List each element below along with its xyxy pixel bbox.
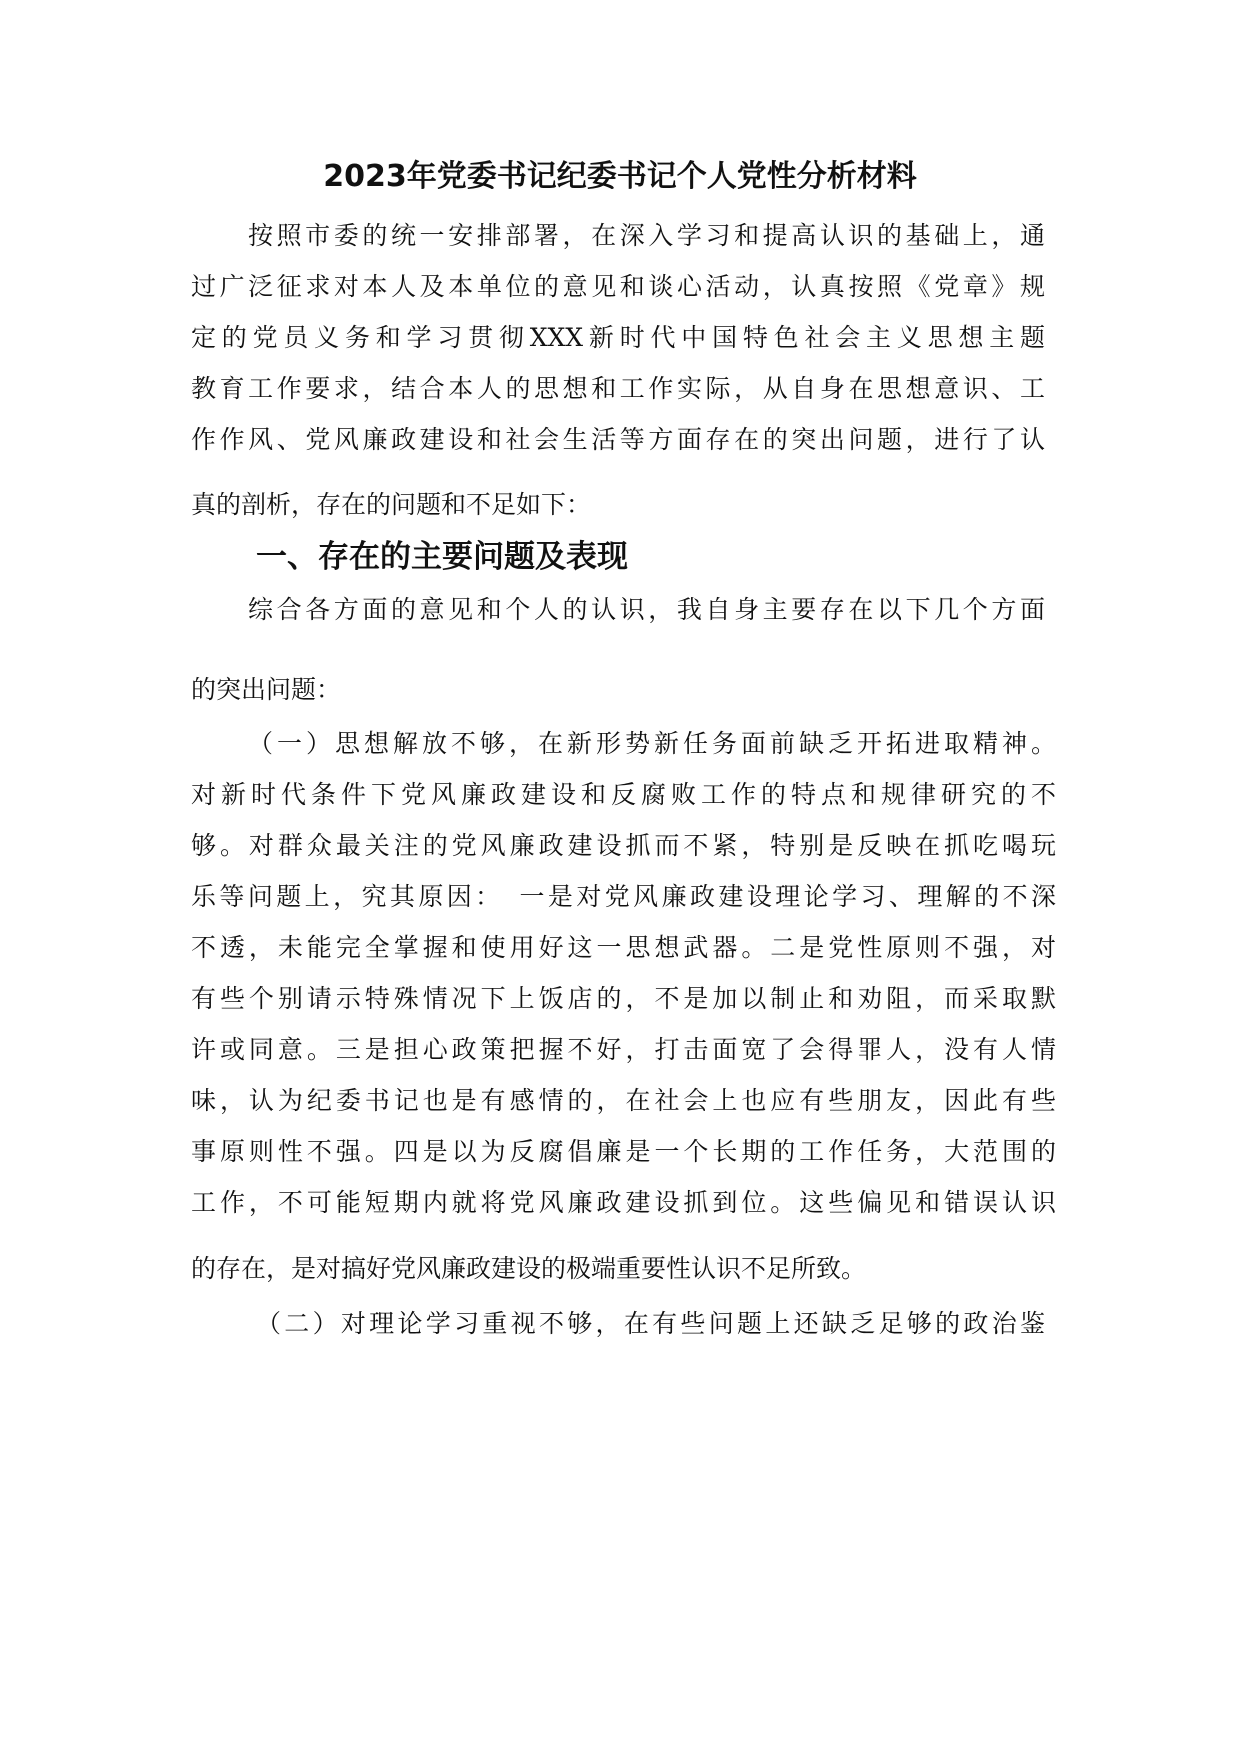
item1-line-5: 不透，未能完全掌握和使用好这一思想武器。二是党性原则不强，对 [191, 933, 1056, 962]
item1-line-7: 许或同意。三是担心政策把握不好，打击面宽了会得罪人，没有人情 [191, 1035, 1056, 1064]
item1-line-1: （一）思想解放不够，在新形势新任务面前缺乏开拓进取精神。 [248, 729, 1056, 758]
intro-line-5: 作作风、党风廉政建设和社会生活等方面存在的突出问题，进行了认 [191, 425, 1045, 454]
section-intro-line-1: 综合各方面的意见和个人的认识，我自身主要存在以下几个方面 [248, 595, 1045, 624]
section-heading: 一、存在的主要问题及表现 [256, 539, 628, 575]
intro-line-4: 教育工作要求，结合本人的思想和工作实际，从自身在思想意识、工 [191, 374, 1045, 403]
item1-line-3: 够。对群众最关注的党风廉政建设抓而不紧，特别是反映在抓吃喝玩 [191, 831, 1056, 860]
item1-line-11: 的存在，是对搞好党风廉政建设的极端重要性认识不足所致。 [191, 1254, 867, 1283]
item1-line-4: 乐等问题上，究其原因： 一是对党风廉政建设理论学习、理解的不深 [191, 882, 1056, 911]
document-title: 2023年党委书记纪委书记个人党性分析材料 [323, 159, 917, 194]
item1-line-9: 事原则性不强。四是以为反腐倡廉是一个长期的工作任务，大范围的 [191, 1137, 1056, 1166]
intro-line-6: 真的剖析，存在的问题和不足如下： [191, 490, 592, 519]
intro-line-2: 过广泛征求对本人及本单位的意见和谈心活动，认真按照《党章》规 [191, 272, 1045, 301]
intro-line-3: 定的党员义务和学习贯彻XXX新时代中国特色社会主义思想主题 [191, 323, 1045, 352]
item1-line-10: 工作，不可能短期内就将党风廉政建设抓到位。这些偏见和错误认识 [191, 1188, 1056, 1217]
item2-line-1: （二）对理论学习重视不够，在有些问题上还缺乏足够的政治鉴 [256, 1309, 1045, 1338]
section-intro-line-2: 的突出问题： [191, 675, 342, 704]
item1-line-2: 对新时代条件下党风廉政建设和反腐败工作的特点和规律研究的不 [191, 780, 1056, 809]
item1-line-6: 有些个别请示特殊情况下上饭店的，不是加以制止和劝阻，而采取默 [191, 984, 1056, 1013]
item1-line-8: 味，认为纪委书记也是有感情的，在社会上也应有些朋友，因此有些 [191, 1086, 1056, 1115]
intro-line-1: 按照市委的统一安排部署，在深入学习和提高认识的基础上，通 [248, 221, 1045, 250]
